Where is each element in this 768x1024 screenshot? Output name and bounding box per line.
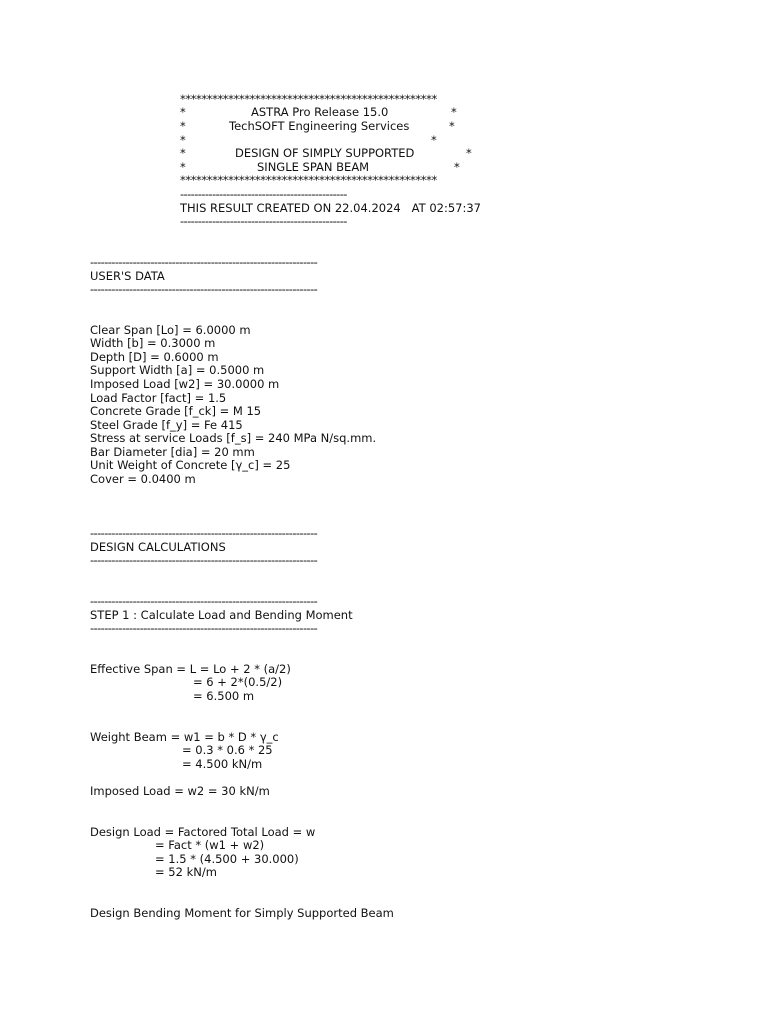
divider: ---------------------------------------------------------------- [90, 526, 318, 540]
software-title: ASTRA Pro Release 15.0 [251, 105, 389, 119]
input-concrete-grade: Concrete Grade [f_ck] = M 15 [90, 404, 262, 418]
input-load-factor: Load Factor [fact] = 1.5 [90, 391, 227, 405]
design-load-substitution: = 1.5 * (4.500 + 30.000) [155, 852, 299, 866]
input-cover: Cover = 0.0400 m [90, 472, 196, 486]
divider: ---------------------------------------------------------------- [90, 553, 318, 567]
section-title-users-data: USER'S DATA [90, 269, 165, 283]
effective-span-formula: Effective Span = L = Lo + 2 * (a/2) [90, 662, 291, 676]
section-title-design-calculations: DESIGN CALCULATIONS [90, 540, 226, 554]
input-unit-weight: Unit Weight of Concrete [γ_c] = 25 [90, 458, 291, 472]
input-support-width: Support Width [a] = 0.5000 m [90, 363, 265, 377]
input-service-stress: Stress at service Loads [f_s] = 240 MPa N/sq.mm. [90, 431, 377, 445]
header-stars-bottom: ************************************************ [180, 173, 437, 187]
design-load-result: = 52 kN/m [155, 865, 217, 879]
header-line4-left: * [180, 146, 186, 160]
header-line2-right: * [449, 119, 455, 133]
header-line5-right: * [454, 160, 460, 174]
company-name: TechSOFT Engineering Services [229, 119, 410, 133]
divider: ---------------------------------------------------------------- [90, 621, 318, 635]
input-imposed-load: Imposed Load [w2] = 30.0000 m [90, 377, 280, 391]
effective-span-substitution: = 6 + 2*(0.5/2) [193, 675, 283, 689]
input-steel-grade: Steel Grade [f_y] = Fe 415 [90, 418, 243, 432]
beam-weight-result: = 4.500 kN/m [182, 757, 263, 771]
input-bar-diameter: Bar Diameter [dia] = 20 mm [90, 445, 255, 459]
divider: ---------------------------------------------------------------- [90, 594, 318, 608]
header-line1-right: * [451, 105, 457, 119]
divider: ---------------------------------------------------------------- [90, 282, 318, 296]
design-load-expression: = Fact * (w1 + w2) [155, 838, 265, 852]
header-stars-top: ************************************************ [180, 92, 437, 106]
created-timestamp: THIS RESULT CREATED ON 22.04.2024 AT 02:57:37 [180, 201, 481, 215]
header-line4-right: * [466, 146, 472, 160]
report-subtitle: SINGLE SPAN BEAM [257, 160, 370, 174]
header-line5-left: * [180, 160, 186, 174]
input-clear-span: Clear Span [Lo] = 6.0000 m [90, 323, 251, 337]
beam-weight-formula: Weight Beam = w1 = b * D * γ_c [90, 730, 279, 744]
divider: ---------------------------------------------------------------- [90, 255, 318, 269]
design-load-formula: Design Load = Factored Total Load = w [90, 825, 316, 839]
input-width: Width [b] = 0.3000 m [90, 336, 216, 350]
header-line3-right: * [431, 133, 437, 147]
beam-weight-substitution: = 0.3 * 0.6 * 25 [182, 743, 273, 757]
input-depth: Depth [D] = 0.6000 m [90, 350, 219, 364]
effective-span-result: = 6.500 m [193, 689, 255, 703]
header-line1-left: * [180, 105, 186, 119]
header-line2-left: * [180, 119, 186, 133]
report-title: DESIGN OF SIMPLY SUPPORTED [235, 146, 415, 160]
step1-title: STEP 1 : Calculate Load and Bending Moment [90, 608, 353, 622]
imposed-load-line: Imposed Load = w2 = 30 kN/m [90, 784, 270, 798]
divider: ----------------------------------------------- [180, 214, 347, 228]
divider: ----------------------------------------------- [180, 187, 347, 201]
bending-moment-heading: Design Bending Moment for Simply Supported Beam [90, 906, 394, 920]
header-line3-left: * [180, 133, 186, 147]
